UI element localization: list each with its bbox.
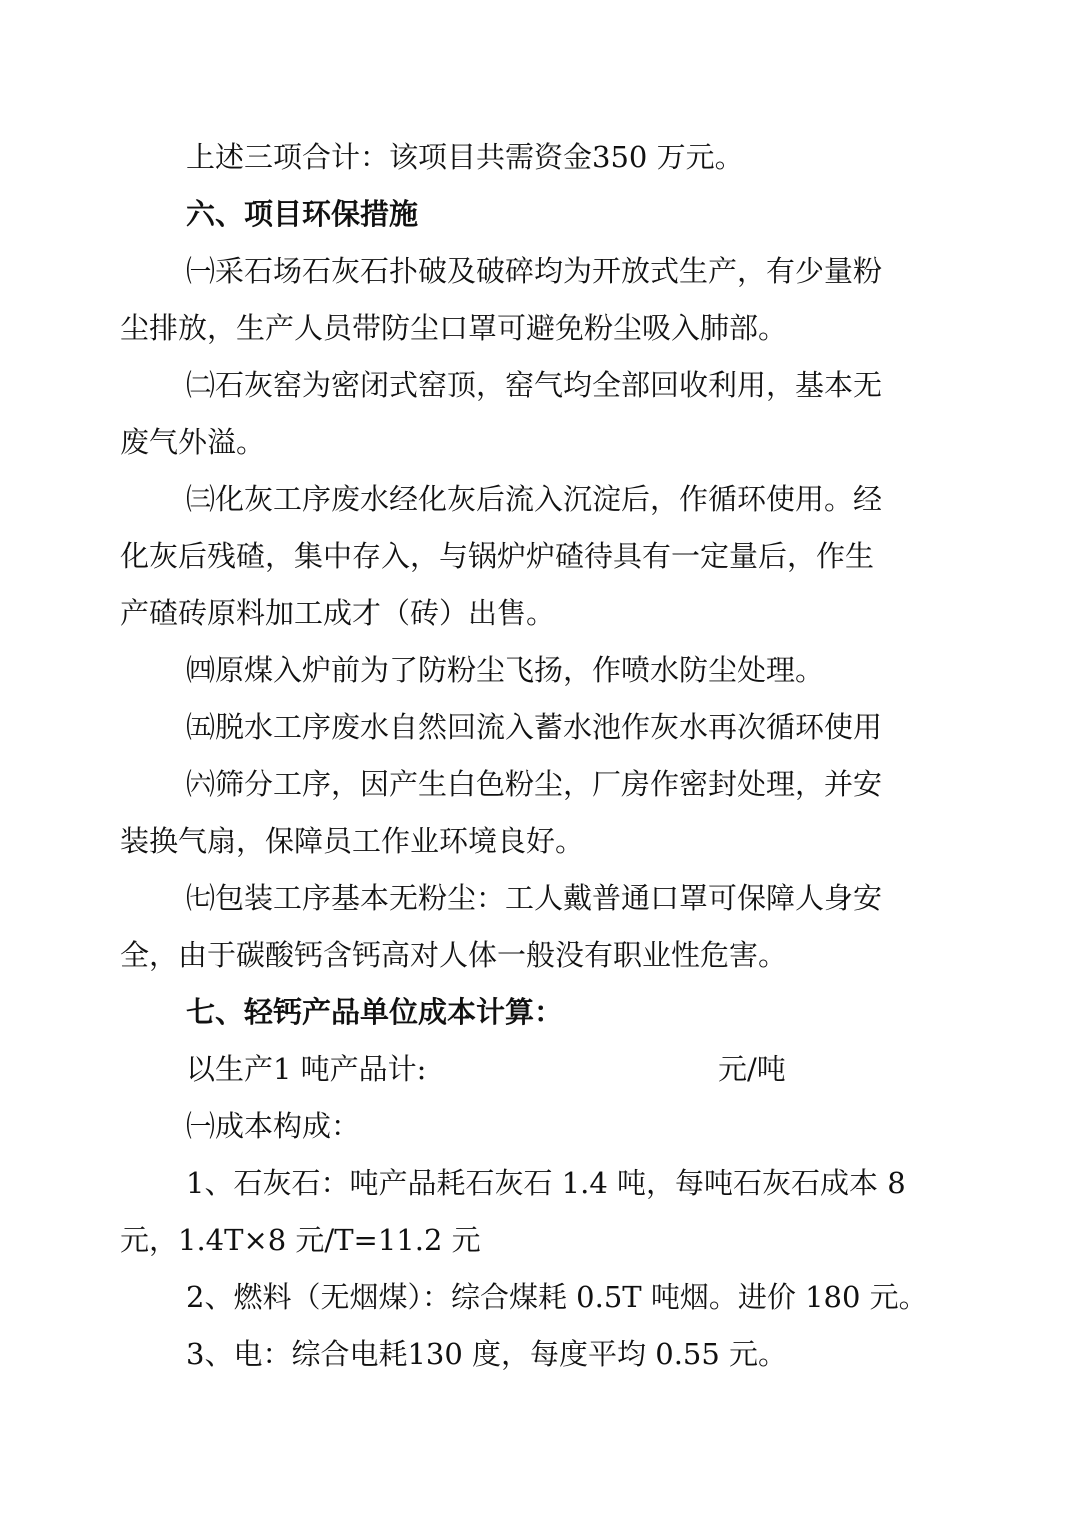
paragraph-per-ton-basis <box>0 1049 1087 1089</box>
paragraph-item-3-line-2: 化灰后残碴，集中存入，与锅炉炉碴待具有一定量后，作生 <box>120 539 875 573</box>
paragraph-item-3-line-1: ㈢化灰工序废水经化灰后流入沉淀后，作循环使用。经 <box>186 482 883 516</box>
paragraph-cost-fuel: 2、燃料（无烟煤）：综合煤耗 0.5T 吨烟。进价 180 元。 <box>186 1280 928 1314</box>
paragraph-item-5: ㈤脱水工序废水自然回流入蓄水池作灰水再次循环使用 <box>186 710 883 744</box>
paragraph-cost-limestone-line-1: 1、石灰石：吨产品耗石灰石 1.4 吨，每吨石灰石成本 8 <box>186 1166 906 1200</box>
subheading-cost-composition: ㈠成本构成： <box>186 1109 361 1143</box>
paragraph-cost-limestone-line-2: 元，1.4T×8 元/T=11.2 元 <box>120 1223 481 1257</box>
paragraph-item-6-line-1: ㈥筛分工序，因产生白色粉尘，厂房作密封处理，并安 <box>186 767 883 801</box>
paragraph-item-1-line-2: 尘排放，生产人员带防尘口罩可避免粉尘吸入肺部。 <box>120 311 788 345</box>
section-heading-unit-cost: 七、轻钙产品单位成本计算： <box>186 995 564 1029</box>
paragraph-item-1-line-1: ㈠采石场石灰石扑破及破碎均为开放式生产，有少量粉 <box>186 254 883 288</box>
section-heading-environmental-measures: 六、项目环保措施 <box>186 197 419 231</box>
paragraph-item-2-line-1: ㈡石灰窑为密闭式窑顶，窑气均全部回收利用，基本无 <box>186 368 883 402</box>
paragraph-item-2-line-2: 废气外溢。 <box>120 425 266 459</box>
paragraph-item-7-line-2: 全，由于碳酸钙含钙高对人体一般没有职业性危害。 <box>120 938 788 972</box>
paragraph-item-3-line-3: 产碴砖原料加工成才（砖）出售。 <box>120 596 556 630</box>
per-ton-label: 以生产1 吨产品计: <box>186 1052 427 1086</box>
paragraph-total-funds: 上述三项合计：该项目共需资金350 万元。 <box>186 140 744 174</box>
paragraph-item-6-line-2: 装换气扇，保障员工作业环境良好。 <box>120 824 585 858</box>
paragraph-cost-electricity: 3、电：综合电耗130 度，每度平均 0.55 元。 <box>186 1337 788 1371</box>
paragraph-item-7-line-1: ㈦包装工序基本无粉尘：工人戴普通口罩可保障人身安 <box>186 881 883 915</box>
paragraph-item-4: ㈣原煤入炉前为了防粉尘飞扬，作喷水防尘处理。 <box>186 653 825 687</box>
unit-label: 元/吨 <box>718 1052 786 1086</box>
